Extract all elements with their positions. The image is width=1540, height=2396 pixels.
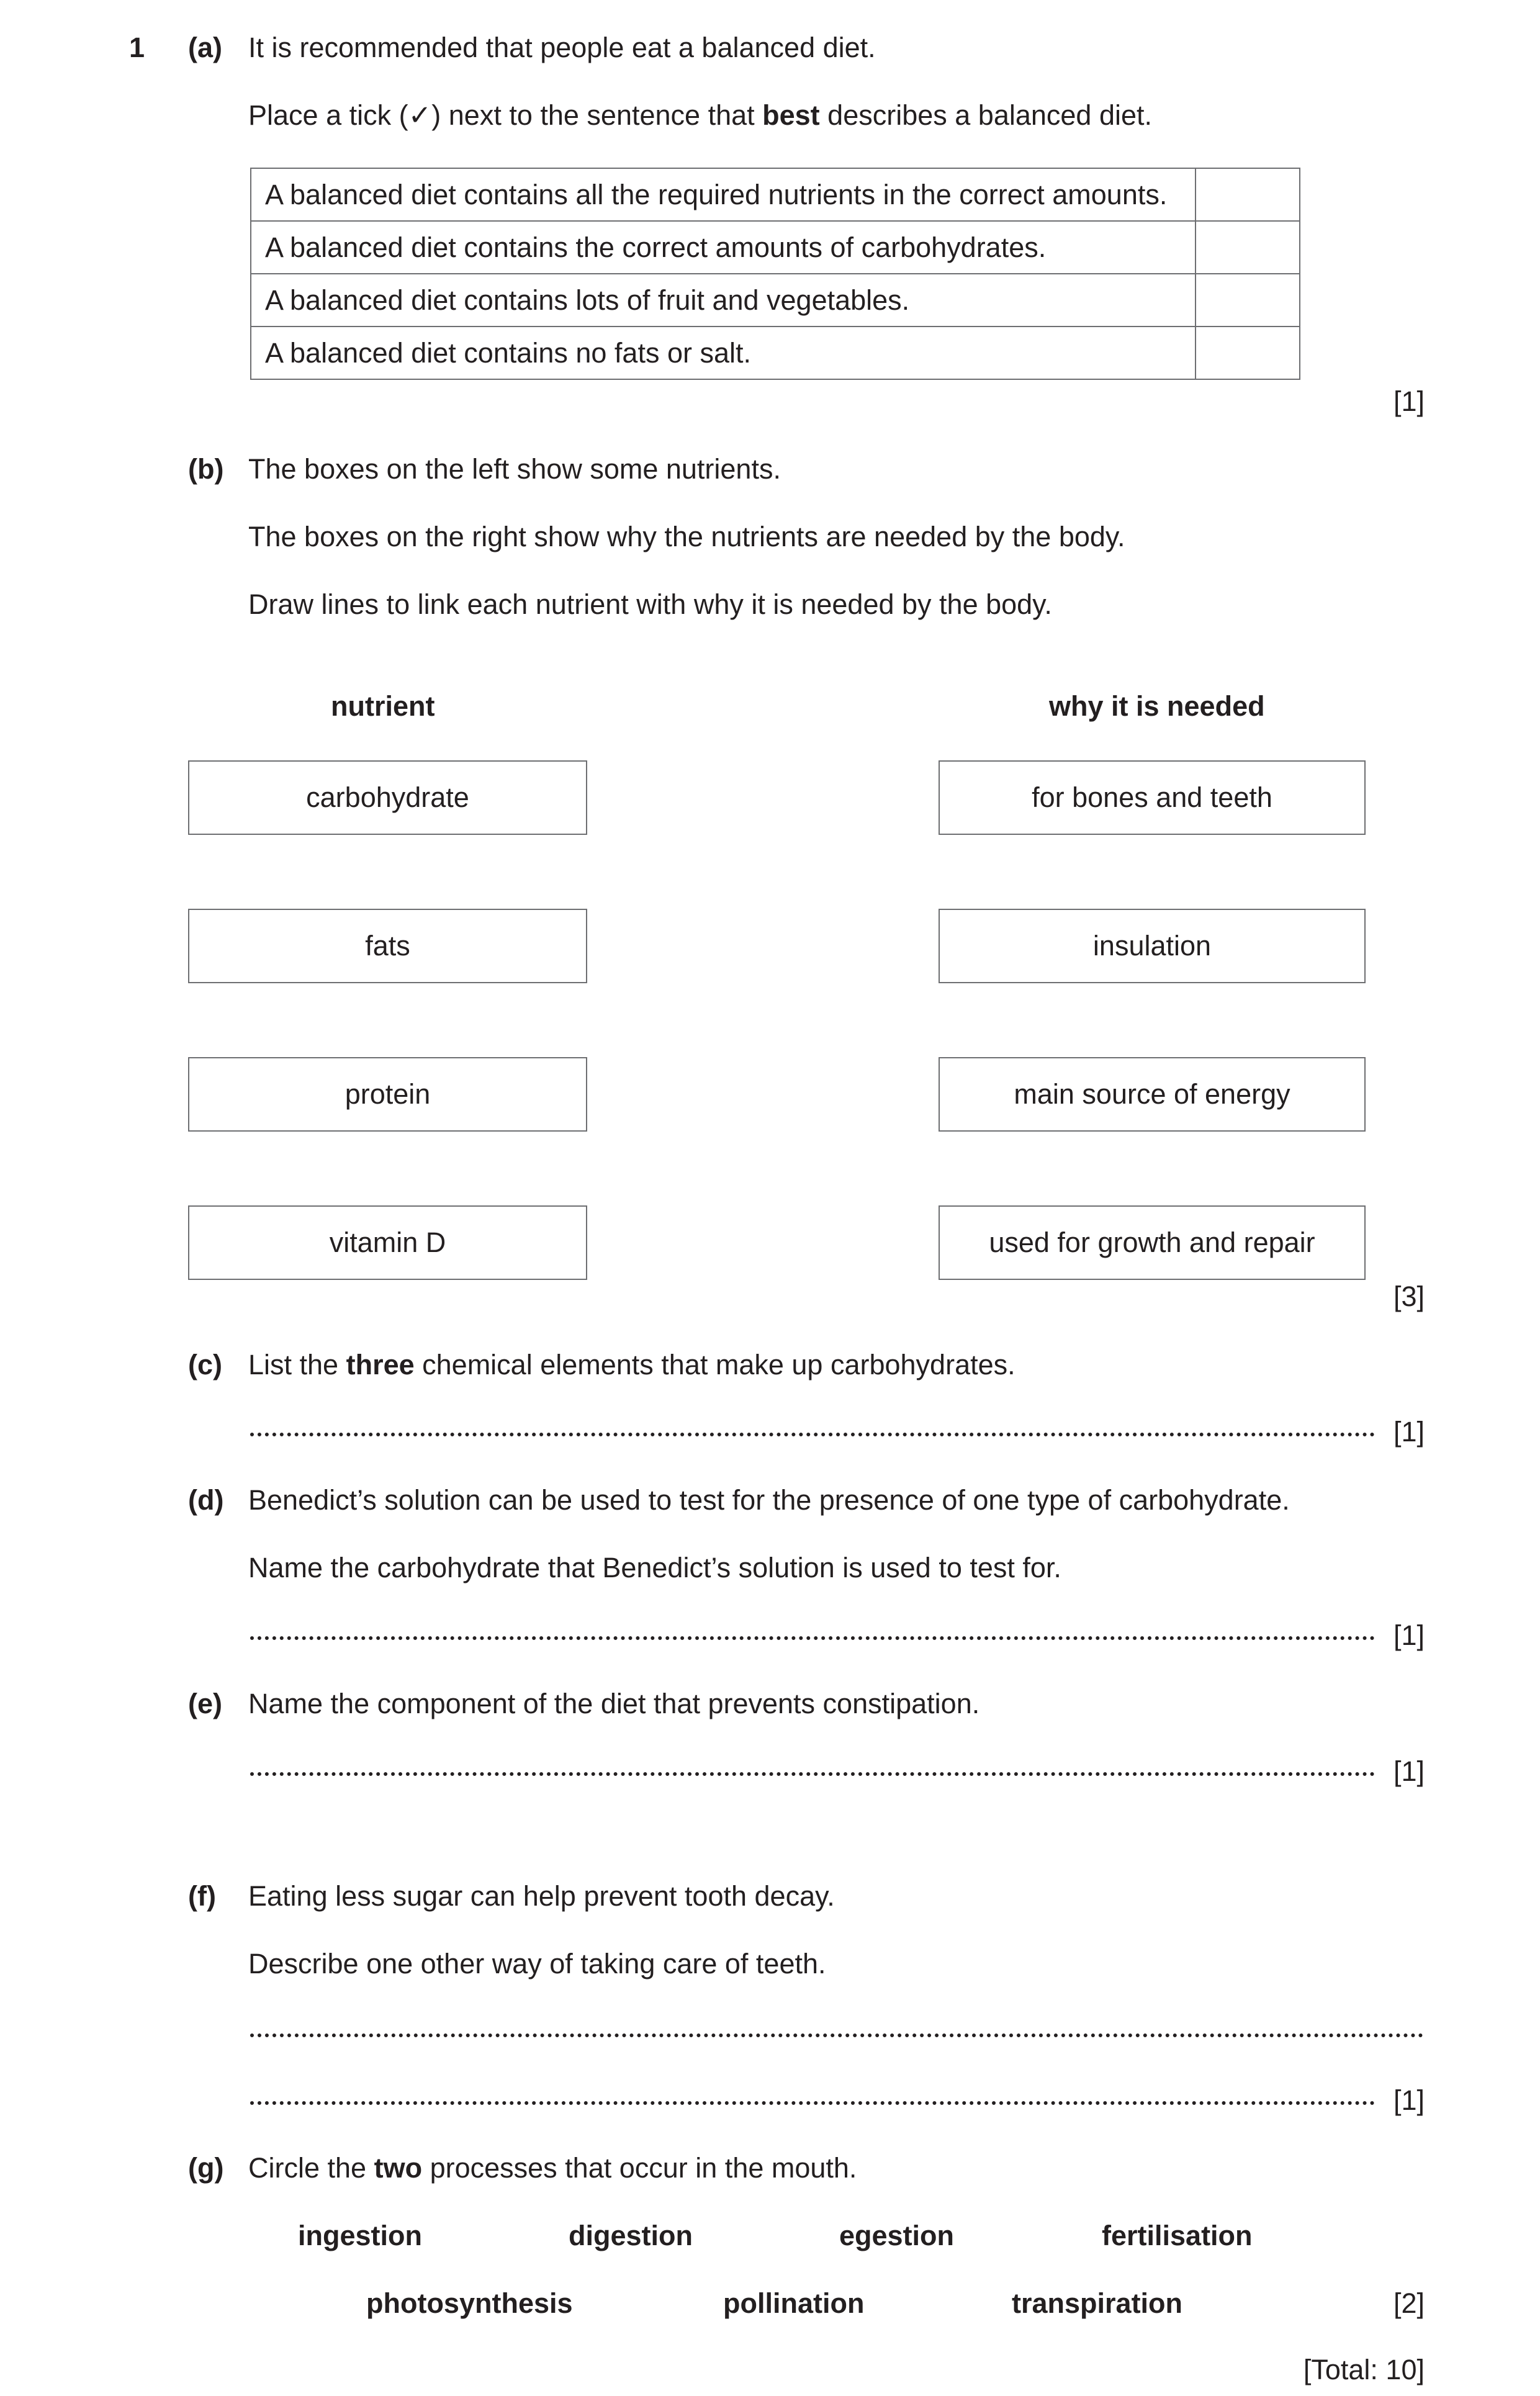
part-a-marks: [1] bbox=[1393, 385, 1425, 417]
table-row bbox=[251, 327, 1300, 379]
table-row bbox=[251, 168, 1300, 221]
part-c-text-bold: three bbox=[346, 1349, 415, 1380]
part-a-label: (a) bbox=[188, 32, 222, 63]
process-transpiration[interactable]: transpiration bbox=[1012, 2287, 1183, 2319]
nutrient-box-carbohydrate[interactable]: carbohydrate bbox=[188, 760, 587, 835]
part-b-line2: The boxes on the right show why the nutrients are needed by the body. bbox=[248, 521, 1125, 552]
answer-line-c[interactable] bbox=[250, 1433, 1375, 1436]
reason-box-growth-repair[interactable]: used for growth and repair bbox=[939, 1205, 1366, 1280]
part-a-intro: It is recommended that people eat a balanced diet. bbox=[248, 32, 876, 63]
nutrient-box-fats[interactable]: fats bbox=[188, 909, 587, 983]
tick-box[interactable] bbox=[1196, 274, 1300, 327]
part-c-text-pre: List the bbox=[248, 1349, 346, 1380]
reason-box-bones-teeth[interactable]: for bones and teeth bbox=[939, 760, 1366, 835]
answer-line-f-1[interactable] bbox=[250, 2033, 1423, 2037]
part-g-text-pre: Circle the bbox=[248, 2152, 374, 2184]
part-b-line1: The boxes on the left show some nutrients. bbox=[248, 453, 781, 485]
why-needed-heading: why it is needed bbox=[1049, 690, 1265, 722]
balanced-diet-table bbox=[250, 168, 1300, 380]
part-c-label: (c) bbox=[188, 1349, 222, 1380]
process-photosynthesis[interactable]: photosynthesis bbox=[366, 2287, 573, 2319]
reason-box-energy[interactable]: main source of energy bbox=[939, 1057, 1366, 1132]
part-e-marks: [1] bbox=[1393, 1755, 1425, 1787]
part-e-label: (e) bbox=[188, 1688, 222, 1719]
part-g-marks: [2] bbox=[1393, 2287, 1425, 2319]
answer-line-e[interactable] bbox=[250, 1772, 1375, 1776]
part-a-instruction bbox=[248, 101, 1152, 129]
part-e-text: Name the component of the diet that prevents constipation. bbox=[248, 1688, 980, 1719]
part-a-instruction-post: describes a balanced diet. bbox=[819, 99, 1153, 131]
option-text: A balanced diet contains all the required nutrients in the correct amounts. bbox=[251, 168, 1196, 221]
process-pollination[interactable]: pollination bbox=[723, 2287, 865, 2319]
part-d-line1: Benedict’s solution can be used to test for the presence of one type of carbohydrate. bbox=[248, 1484, 1290, 1516]
part-d-label: (d) bbox=[188, 1484, 224, 1516]
option-text: A balanced diet contains the correct amounts of carbohydrates. bbox=[251, 221, 1196, 274]
part-f-marks: [1] bbox=[1393, 2084, 1425, 2116]
part-g-text bbox=[248, 2154, 857, 2182]
nutrient-heading: nutrient bbox=[331, 690, 435, 722]
process-ingestion[interactable]: ingestion bbox=[298, 2220, 422, 2251]
part-g-text-post: processes that occur in the mouth. bbox=[422, 2152, 857, 2184]
table-row bbox=[251, 221, 1300, 274]
process-digestion[interactable]: digestion bbox=[569, 2220, 693, 2251]
tick-box[interactable] bbox=[1196, 221, 1300, 274]
part-b-line3: Draw lines to link each nutrient with why it is needed by the body. bbox=[248, 588, 1052, 620]
part-a-instruction-bold: best bbox=[762, 99, 820, 131]
question-number: 1 bbox=[129, 32, 145, 63]
nutrient-box-protein[interactable]: protein bbox=[188, 1057, 587, 1132]
option-text: A balanced diet contains lots of fruit and vegetables. bbox=[251, 274, 1196, 327]
total-marks: [Total: 10] bbox=[1303, 2354, 1425, 2385]
part-f-label: (f) bbox=[188, 1880, 216, 1912]
part-d-line2: Name the carbohydrate that Benedict’s solution is used to test for. bbox=[248, 1552, 1061, 1583]
part-a-instruction-pre: Place a tick (✓) next to the sentence that bbox=[248, 99, 763, 131]
part-b-marks: [3] bbox=[1393, 1281, 1425, 1312]
part-d-marks: [1] bbox=[1393, 1619, 1425, 1651]
part-c-text bbox=[248, 1351, 1015, 1379]
part-c-marks: [1] bbox=[1393, 1416, 1425, 1448]
part-f-line1: Eating less sugar can help prevent tooth decay. bbox=[248, 1880, 835, 1912]
tick-box[interactable] bbox=[1196, 327, 1300, 379]
tick-box[interactable] bbox=[1196, 168, 1300, 221]
part-f-line2: Describe one other way of taking care of teeth. bbox=[248, 1948, 826, 1979]
part-g-label: (g) bbox=[188, 2152, 224, 2184]
answer-line-d[interactable] bbox=[250, 1636, 1375, 1640]
part-b-label: (b) bbox=[188, 453, 224, 485]
table-row bbox=[251, 274, 1300, 327]
part-g-text-bold: two bbox=[374, 2152, 423, 2184]
reason-box-insulation[interactable]: insulation bbox=[939, 909, 1366, 983]
part-c-text-post: chemical elements that make up carbohydrates. bbox=[414, 1349, 1015, 1380]
process-fertilisation[interactable]: fertilisation bbox=[1102, 2220, 1253, 2251]
option-text: A balanced diet contains no fats or salt. bbox=[251, 327, 1196, 379]
process-egestion[interactable]: egestion bbox=[839, 2220, 955, 2251]
nutrient-box-vitamin-d[interactable]: vitamin D bbox=[188, 1205, 587, 1280]
answer-line-f-2[interactable] bbox=[250, 2101, 1375, 2105]
